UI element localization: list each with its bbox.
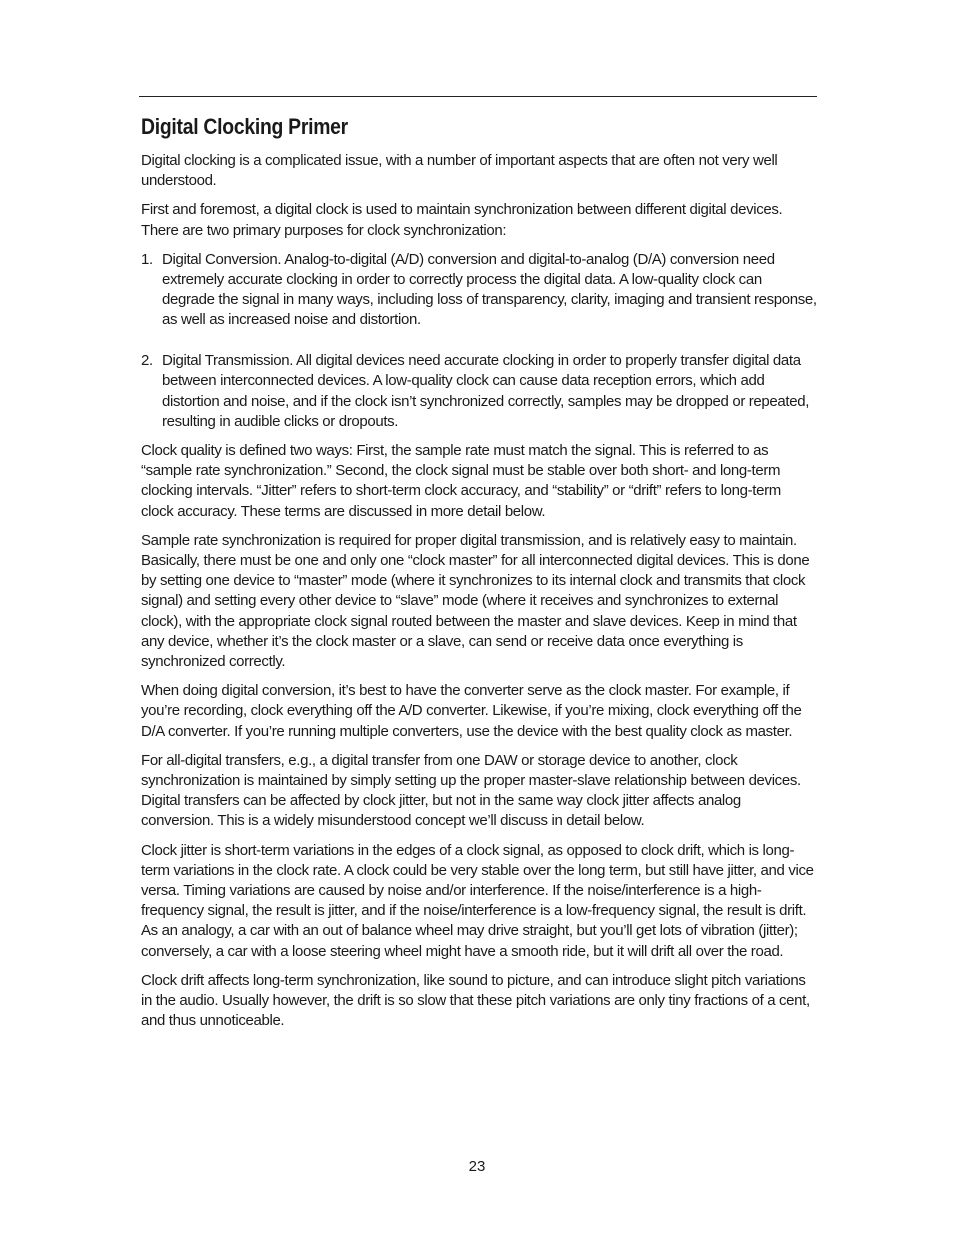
body-paragraph-conversion: When doing digital conversion, it’s best to have the converter serve as the clock master. For example, if you’re recording, clock everything off the A/D converter. Likewise, if you’re mixing, clock everything off the D/A converter. If you’re running multiple converters, use the device with the best quality clock as master.	[141, 682, 802, 740]
body-paragraph-transfers: For all-digital transfers, e.g., a digital transfer from one DAW or storage device to another, clock synchronization is maintained by simply setting up the proper master-slave relationship between devices. Digital transfers can be affected by clock jitter, but not in the same way clock jitter affects analog conversion. This is a widely misunderstood concept we’ll discuss in detail below.	[141, 751, 801, 830]
intro-paragraph-1: Digital clocking is a complicated issue, with a number of important aspects that are often not very well understood.	[141, 152, 778, 190]
purpose-list	[141, 250, 817, 432]
list-item-text: Digital Conversion. Analog-to-digital (A/D) conversion and digital-to-analog (D/A) conversion need extremely accurate clocking in order to correctly process the digital data. A low-quality clock can degrade the signal in many ways, including loss of transparency, clarity, imaging and transient response, as well as increased noise and distortion.	[162, 250, 817, 329]
body-paragraph-clock-quality: Clock quality is defined two ways: First, the sample rate must match the signal. This is referred to as “sample rate synchronization.” Second, the clock signal must be stable over both short- and long-term clocking intervals. “Jitter” refers to short-term clock accuracy, and “stability” or “drift” refers to long-term clock accuracy. These terms are discussed in more detail below.	[141, 441, 781, 520]
page-content	[141, 112, 817, 1040]
body-paragraph-sample-rate: Sample rate synchronization is required for proper digital transmission, and is relatively easy to maintain. Basically, there must be one and only one “clock master” for all interconnected digital devices. This is done by setting one device to “master” mode (where it synchronizes to its internal clock and transmits that clock signal) and setting every other device to “slave” mode (where it receives and synchronizes to external clock), with the appropriate clock signal routed between the master and slave devices. Keep in mind that any device, whether it’s the clock master or a slave, can send or receive data once everything is synchronized correctly.	[141, 531, 810, 670]
list-item-number: 2.	[141, 352, 153, 370]
body-paragraph-drift: Clock drift affects long-term synchronization, like sound to picture, and can introduce slight pitch variations in the audio. Usually however, the drift is so slow that these pitch variations are only tiny fractions of a cent, and thus unnoticeable.	[141, 971, 810, 1030]
intro-paragraph-2: First and foremost, a digital clock is used to maintain synchronization between different digital devices. There are two primary purposes for clock synchronization:	[141, 201, 783, 239]
header-rule	[139, 96, 817, 97]
page-title: Digital Clocking Primer	[141, 114, 348, 139]
body-paragraph-jitter: Clock jitter is short-term variations in the edges of a clock signal, as opposed to clock drift, which is long-term variations in the clock rate. A clock could be very stable over the long term, but still have jitter, and vice versa. Timing variations are caused by noise and/or interference. If the noise/interference is a high-frequency signal, the result is jitter, and if the noise/interference is a low-frequency signal, the result is drift. As an analogy, a car with an out of balance wheel may drive straight, but you’ll get lots of vibration (jitter); conversely, a car with a loose steering wheel might have a smooth ride, but it will drift all over the road.	[141, 841, 814, 960]
list-item	[141, 351, 817, 432]
list-item-text: Digital Transmission. All digital devices need accurate clocking in order to properly transfer digital data between interconnected devices. A low-quality clock can cause data reception errors, which add distortion and noise, and if the clock isn’t synchronized correctly, samples may be dropped or repeated, resulting in audible clicks or dropouts.	[162, 352, 810, 430]
list-item-number: 1.	[141, 250, 153, 268]
page-number: 23	[468, 1158, 486, 1175]
list-item	[141, 250, 817, 331]
